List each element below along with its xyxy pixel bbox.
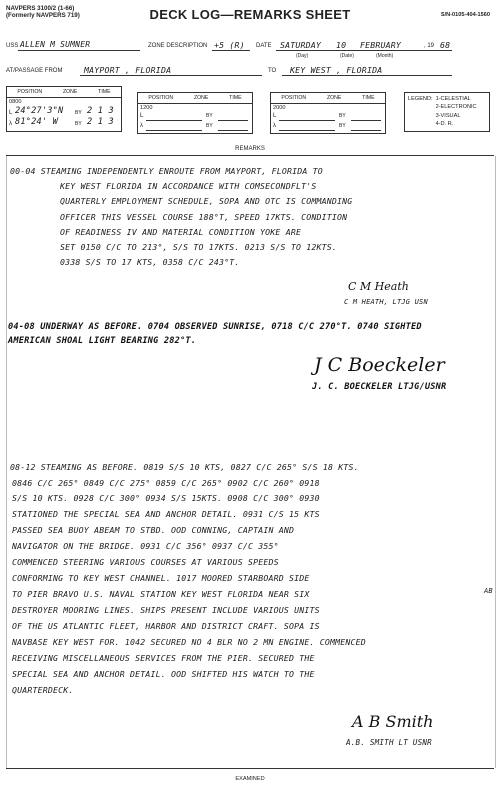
latitude-label: L (140, 113, 144, 119)
latitude-label: L (273, 113, 277, 119)
longitude-label: λ (140, 123, 143, 129)
signature-2: J C Boeckeler (314, 354, 445, 376)
signature-3: A B Smith (352, 712, 434, 731)
longitude-fix-blank (351, 130, 381, 131)
by-label: BY (339, 113, 346, 119)
entry-08-12-line: COMMENCED STEERING VARIOUS COURSES AT VARIOUS SPEEDS (12, 557, 279, 567)
entry-00-04-line: OF READINESS IV AND MATERIAL CONDITION YOKE ARE (60, 227, 302, 237)
latitude-fix-blank (218, 120, 248, 121)
form-number-current: NAVPERS 3100/2 (1-66) (6, 5, 75, 12)
by-label: BY (75, 121, 82, 127)
entry-08-12-line: TO PIER BRAVO U.S. NAVAL STATION KEY WEST FLORIDA NEAR SIX (12, 589, 310, 599)
zone-underline (212, 50, 250, 51)
to-value: KEY WEST , FLORIDA (290, 65, 383, 75)
page-title: DECK LOG—REMARKS SHEET (149, 7, 351, 22)
year-prefix: , 19 (424, 43, 435, 49)
by-label: BY (75, 110, 82, 116)
box-time: 2000 (273, 105, 286, 111)
position-header: POSITION (281, 95, 307, 101)
entry-04-08-line: AMERICAN SHOAL LIGHT BEARING 282°T. (8, 336, 197, 346)
zone-header: ZONE (326, 95, 342, 101)
to-underline (282, 75, 452, 76)
entry-08-12-line: S/S 10 KTS. 0928 C/C 300° 0934 S/S 15KTS. 0908 C/C 300° 0930 (12, 493, 320, 503)
zone-label: ZONE DESCRIPTION (148, 43, 208, 49)
latitude-blank (146, 120, 202, 121)
entry-00-04-line: KEY WEST FLORIDA IN ACCORDANCE WITH COMSECONDFLT'S (60, 181, 317, 191)
date-underline (276, 50, 452, 51)
longitude-blank (146, 130, 202, 131)
position-box-0800 (6, 86, 122, 132)
entry-00-04-line: SET 0150 C/C TO 213°, S/S TO 17KTS. 0213 S/S TO 12KTS. (60, 242, 337, 252)
longitude-blank (279, 130, 335, 131)
legend-item: 1-CELESTIAL (435, 96, 471, 102)
zone-value: +5 (R) (214, 40, 245, 50)
longitude-value: 81°24' W (15, 117, 58, 127)
from-value: MAYPORT , FLORIDA (84, 65, 172, 75)
position-box-2000 (270, 92, 386, 134)
longitude-fix: 2 1 3 (87, 117, 114, 127)
day-caption: (Day) (296, 53, 309, 59)
position-box-header (271, 93, 385, 104)
entry-08-12-line: CONFORMING TO KEY WEST CHANNEL. 1017 MOORED STARBOARD SIDE (12, 573, 310, 583)
uss-underline (18, 50, 140, 51)
form-number-former: (Formerly NAVPERS 719) (6, 12, 80, 20)
position-box-header (7, 87, 121, 98)
examined-label: EXAMINED (235, 776, 265, 782)
legend-item: 3-VISUAL (435, 112, 461, 119)
footer-rule (6, 768, 494, 769)
entry-08-12-line: 08-12 STEAMING AS BEFORE. 0819 S/S 10 KTS, 0827 C/C 265° S/S 18 KTS. (10, 462, 359, 472)
zone-header: ZONE (193, 95, 209, 101)
legend (404, 92, 490, 132)
stock-number: S/N-0105-404-1560 (440, 12, 490, 18)
latitude-blank (279, 120, 335, 121)
entry-08-12-line: RECEIVING MISCELLANEOUS SERVICES FROM THE PIER. SECURED THE (12, 653, 315, 663)
latitude-value: 24°27'3"N (15, 106, 64, 116)
time-header: TIME (229, 95, 242, 101)
latitude-fix-blank (351, 120, 381, 121)
position-header: POSITION (17, 89, 43, 95)
entry-08-12-line: DESTROYER MOORING LINES. SHIPS PRESENT INCLUDE VARIOUS UNITS (12, 605, 320, 615)
day-value: SATURDAY (280, 40, 322, 50)
entry-08-12-line: SPECIAL SEA AND ANCHOR DETAIL. OOD SHIFTED HIS WATCH TO THE (12, 669, 315, 679)
entry-00-04-line: 00-04 STEAMING INDEPENDENTLY ENROUTE FROM MAYPORT, FLORIDA TO (10, 166, 323, 176)
box-time: 1200 (140, 105, 153, 111)
legend-item: 4-D. R. (435, 121, 454, 128)
time-header: TIME (98, 89, 111, 95)
legend-item: 2-ELECTRONIC (435, 104, 477, 111)
position-header: POSITION (148, 95, 174, 101)
position-box-1200 (137, 92, 253, 134)
by-label: BY (206, 113, 213, 119)
time-header: TIME (362, 95, 375, 101)
to-label: TO (268, 68, 277, 74)
signature-1: C M Heath (348, 280, 409, 293)
month-value: FEBRUARY (360, 40, 402, 50)
uss-label: USS (6, 43, 19, 49)
entry-08-12-line: PASSED SEA BUOY ABEAM TO STBD. OOD CONNING, CAPTAIN AND (12, 525, 295, 535)
entry-08-12-line: NAVBASE KEY WEST FOR. 1042 SECURED NO 4 BLR NO 2 MN ENGINE. COMMENCED (12, 637, 366, 647)
year-value: 68 (440, 40, 451, 50)
by-label: BY (339, 123, 346, 129)
entry-08-12-line: NAVIGATOR ON THE BRIDGE. 0931 C/C 356° 0937 C/C 355° (12, 541, 279, 551)
uss-value: ALLEN M SUMNER (20, 40, 91, 49)
entry-00-04-line: 0338 S/S TO 17 KTS, 0358 C/C 243°T. (60, 257, 240, 267)
zone-header: ZONE (62, 89, 78, 95)
entry-00-04-line: QUARTERLY EMPLOYMENT SCHEDULE, SOPA AND OTC IS COMMANDING (60, 196, 353, 206)
by-label: BY (206, 123, 213, 129)
margin-note: AB (484, 587, 493, 595)
entry-04-08-line: 04-08 UNDERWAY AS BEFORE. 0704 OBSERVED SUNRISE, 0718 C/C 270°T. 0740 SIGHTED (8, 322, 422, 332)
remarks-heading: REMARKS (235, 146, 265, 152)
entry-00-04-line: OFFICER THIS VESSEL COURSE 188°T, SPEED 17KTS. CONDITION (60, 212, 348, 222)
from-underline (80, 75, 262, 76)
entry-08-12-line: STATIONED THE SPECIAL SEA AND ANCHOR DETAIL. 0931 C/S 15 KTS (12, 509, 320, 519)
longitude-label: λ (9, 121, 12, 127)
passage-label: AT/PASSAGE FROM (6, 68, 63, 74)
date-value: 10 (336, 40, 347, 50)
entry-08-12-line: 0846 C/C 265° 0849 C/C 275° 0859 C/C 265° 0902 C/C 260° 0918 (12, 478, 320, 488)
entry-08-12-line: OF THE US ATLANTIC FLEET, HARBOR AND DISTRICT CRAFT. SOPA IS (12, 621, 320, 631)
entry-08-12-line: QUARTERDECK. (12, 685, 74, 695)
longitude-label: λ (273, 123, 276, 129)
longitude-fix-blank (218, 130, 248, 131)
date-label: DATE (256, 43, 272, 49)
signer-3-name: A.B. SMITH LT USNR (346, 738, 432, 747)
latitude-label: L (9, 110, 13, 116)
signer-2-name: J. C. BOECKELER LTJG/USNR (312, 382, 447, 392)
position-box-header (138, 93, 252, 104)
box-time: 0800 (9, 99, 22, 105)
date-caption: (Date) (340, 53, 354, 59)
month-caption: (Month) (376, 53, 394, 59)
latitude-fix: 2 1 3 (87, 106, 114, 116)
signer-1-name: C M HEATH, LTJG USN (344, 298, 428, 306)
legend-title: LEGEND: (408, 96, 433, 102)
